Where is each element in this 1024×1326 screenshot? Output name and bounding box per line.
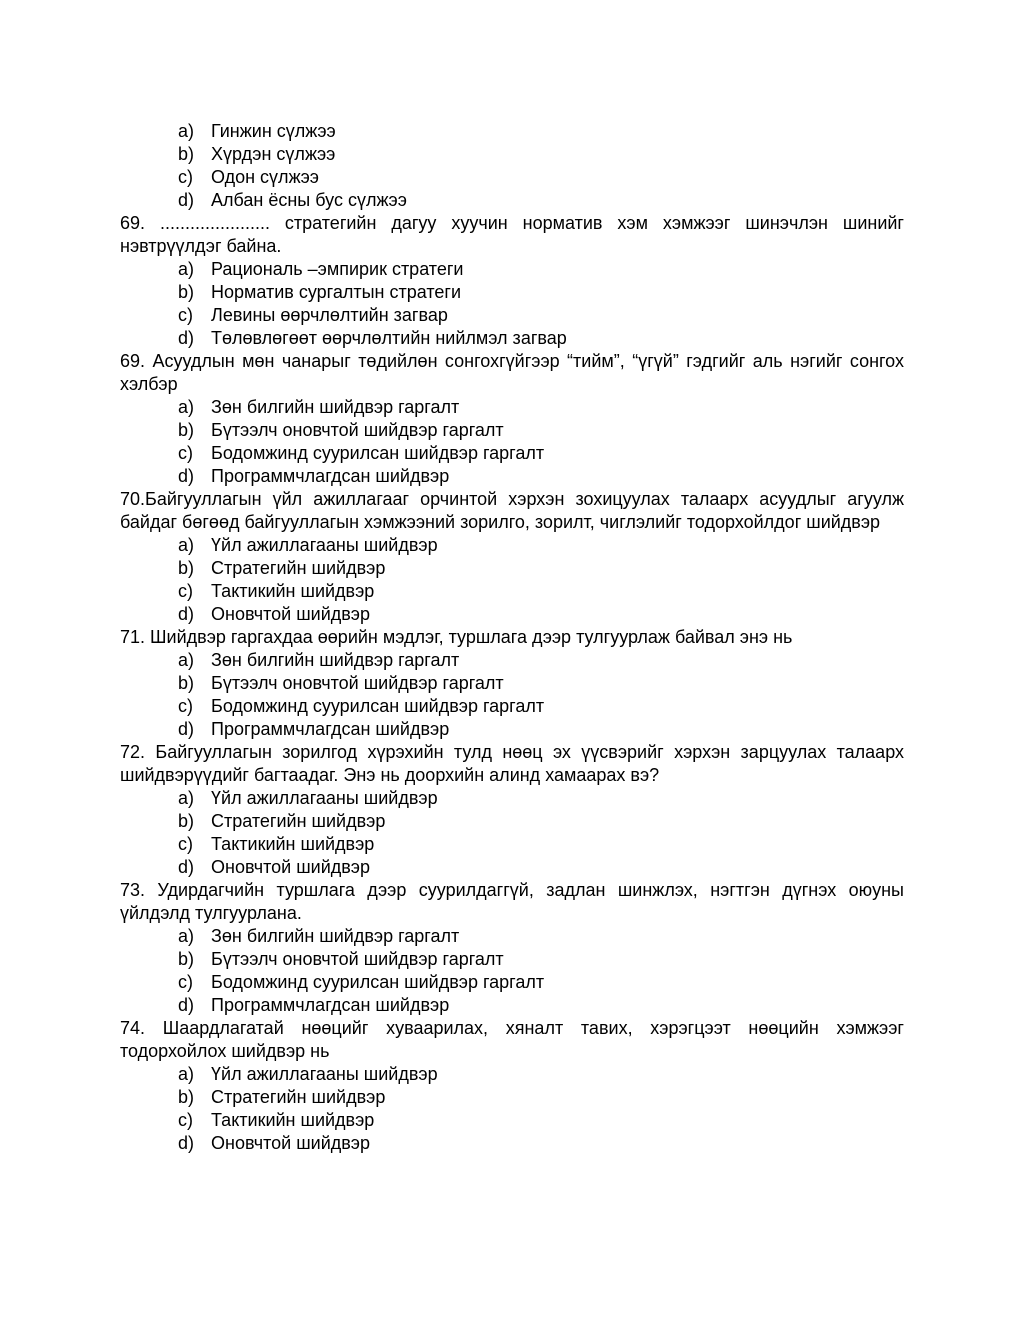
option-letter: d) xyxy=(178,857,195,877)
option-text: Оновчтой шийдвэр xyxy=(211,604,371,624)
question-block xyxy=(120,626,904,741)
answer-option xyxy=(120,580,904,603)
answer-option xyxy=(120,1132,904,1155)
option-letter: d) xyxy=(178,1133,195,1153)
answer-options xyxy=(120,258,904,350)
option-text: Зөн билгийн шийдвэр гаргалт xyxy=(211,650,460,670)
question-text: 70.Байгууллагын үйл ажиллагааг орчинтой хэрхэн зохицуулах талаарх асуудлыг агуулж байдаг бөгөөд байгууллагын хэмжээний зорилго, зорилт, чиглэлийг тодорхойлдог шийдвэр xyxy=(120,489,904,532)
answer-option xyxy=(120,971,904,994)
option-letter: a) xyxy=(178,259,195,279)
option-text: Бодомжинд суурилсан шийдвэр гаргалт xyxy=(211,443,545,463)
answer-option xyxy=(120,948,904,971)
answer-option xyxy=(120,856,904,879)
option-letter: b) xyxy=(178,144,195,164)
option-letter: a) xyxy=(178,397,195,417)
option-text: Бүтээлч оновчтой шийдвэр гаргалт xyxy=(211,949,504,969)
answer-option xyxy=(120,925,904,948)
option-text: Программчлагдсан шийдвэр xyxy=(211,466,450,486)
option-text: Стратегийн шийдвэр xyxy=(211,1087,386,1107)
option-text: Үйл ажиллагааны шийдвэр xyxy=(211,788,438,808)
option-text: Үйл ажиллагааны шийдвэр xyxy=(211,1064,438,1084)
answer-option xyxy=(120,718,904,741)
option-letter: c) xyxy=(178,834,193,854)
answer-option xyxy=(120,1086,904,1109)
option-text: Зөн билгийн шийдвэр гаргалт xyxy=(211,397,460,417)
option-text: Бүтээлч оновчтой шийдвэр гаргалт xyxy=(211,673,504,693)
option-letter: d) xyxy=(178,719,195,739)
answer-option xyxy=(120,787,904,810)
option-letter: d) xyxy=(178,604,195,624)
question-block xyxy=(120,879,904,1017)
option-letter: d) xyxy=(178,466,195,486)
option-text: Бодомжинд суурилсан шийдвэр гаргалт xyxy=(211,972,545,992)
option-text: Төлөвлөгөөт өөрчлөлтийн нийлмэл загвар xyxy=(211,328,567,348)
option-letter: a) xyxy=(178,535,195,555)
option-text: Левины өөрчлөлтийн загвар xyxy=(211,305,448,325)
answer-options xyxy=(120,534,904,626)
answer-option xyxy=(120,1109,904,1132)
option-letter: b) xyxy=(178,558,195,578)
answer-option xyxy=(120,166,904,189)
answer-option xyxy=(120,534,904,557)
option-letter: c) xyxy=(178,1110,193,1130)
option-text: Стратегийн шийдвэр xyxy=(211,811,386,831)
answer-option xyxy=(120,419,904,442)
option-text: Бодомжинд суурилсан шийдвэр гаргалт xyxy=(211,696,545,716)
answer-option xyxy=(120,442,904,465)
answer-option xyxy=(120,327,904,350)
option-letter: d) xyxy=(178,328,195,348)
answer-options xyxy=(120,787,904,879)
answer-option xyxy=(120,833,904,856)
option-letter: a) xyxy=(178,926,195,946)
question-block xyxy=(120,488,904,626)
answer-option xyxy=(120,557,904,580)
option-letter: c) xyxy=(178,167,193,187)
answer-option xyxy=(120,603,904,626)
option-letter: b) xyxy=(178,282,195,302)
answer-option xyxy=(120,120,904,143)
question-text: 69. ...................... стратегийн дагуу хуучин норматив хэм хэмжээг шинэчлэн шинийг нэвтрүүлдэг байна. xyxy=(120,213,904,256)
option-letter: b) xyxy=(178,673,195,693)
option-letter: c) xyxy=(178,581,193,601)
option-text: Программчлагдсан шийдвэр xyxy=(211,995,450,1015)
answer-option xyxy=(120,281,904,304)
question-text: 73. Удирдагчийн туршлага дээр суурилдаггүй, задлан шинжлэх, нэгтгэн дүгнэх оюуны үйлдэлд тулгуурлана. xyxy=(120,880,904,923)
option-letter: b) xyxy=(178,811,195,831)
option-text: Тактикийн шийдвэр xyxy=(211,834,375,854)
question-block xyxy=(120,1017,904,1155)
option-letter: c) xyxy=(178,443,193,463)
answer-options xyxy=(120,925,904,1017)
question-block xyxy=(120,741,904,879)
option-text: Бүтээлч оновчтой шийдвэр гаргалт xyxy=(211,420,504,440)
option-text: Оновчтой шийдвэр xyxy=(211,1133,371,1153)
answer-option xyxy=(120,994,904,1017)
option-text: Тактикийн шийдвэр xyxy=(211,581,375,601)
option-text: Норматив сургалтын стратеги xyxy=(211,282,462,302)
option-text: Рациональ –эмпирик стратеги xyxy=(211,259,464,279)
answer-option xyxy=(120,189,904,212)
option-text: Зөн билгийн шийдвэр гаргалт xyxy=(211,926,460,946)
answer-option xyxy=(120,672,904,695)
question-block xyxy=(120,120,904,212)
option-letter: a) xyxy=(178,121,195,141)
option-letter: b) xyxy=(178,1087,195,1107)
answer-option xyxy=(120,258,904,281)
option-letter: c) xyxy=(178,305,193,325)
option-text: Хүрдэн сүлжээ xyxy=(211,144,336,164)
question-text: 71. Шийдвэр гаргахдаа өөрийн мэдлэг, туршлага дээр тулгуурлаж байвал энэ нь xyxy=(120,627,793,647)
answer-option xyxy=(120,810,904,833)
option-text: Үйл ажиллагааны шийдвэр xyxy=(211,535,438,555)
option-letter: a) xyxy=(178,650,195,670)
question-text: 72. Байгууллагын зорилгод хүрэхийн тулд нөөц эх үүсвэрийг хэрхэн зарцуулах талаарх шийдвэрүүдийг багтаадаг. Энэ нь доорхийн алинд хамаарах вэ? xyxy=(120,742,904,785)
answer-option xyxy=(120,396,904,419)
option-letter: b) xyxy=(178,949,195,969)
answer-option xyxy=(120,1063,904,1086)
question-block xyxy=(120,212,904,350)
answer-option xyxy=(120,143,904,166)
answer-option xyxy=(120,649,904,672)
option-text: Стратегийн шийдвэр xyxy=(211,558,386,578)
question-text: 74. Шаардлагатай нөөцийг хуваарилах, хяналт тавих, хэрэгцээт нөөцийн хэмжээг тодорхойлох шийдвэр нь xyxy=(120,1018,904,1061)
question-block xyxy=(120,350,904,488)
answer-options xyxy=(120,649,904,741)
answer-option xyxy=(120,695,904,718)
option-letter: a) xyxy=(178,788,195,808)
option-text: Гинжин сүлжээ xyxy=(211,121,336,141)
answer-options xyxy=(120,1063,904,1155)
option-text: Албан ёсны бус сүлжээ xyxy=(211,190,407,210)
option-text: Одон сүлжээ xyxy=(211,167,319,187)
option-text: Оновчтой шийдвэр xyxy=(211,857,371,877)
answer-options xyxy=(120,120,904,212)
option-text: Тактикийн шийдвэр xyxy=(211,1110,375,1130)
question-text: 69. Асуудлын мөн чанарыг төдийлөн сонгохгүйгээр “тийм”, “үгүй” гэдгийг аль нэгийг сонгох хэлбэр xyxy=(120,351,904,394)
answer-option xyxy=(120,465,904,488)
answer-option xyxy=(120,304,904,327)
option-letter: a) xyxy=(178,1064,195,1084)
document-page xyxy=(120,120,904,1155)
option-letter: c) xyxy=(178,696,193,716)
option-letter: d) xyxy=(178,995,195,1015)
answer-options xyxy=(120,396,904,488)
option-letter: c) xyxy=(178,972,193,992)
option-letter: b) xyxy=(178,420,195,440)
option-text: Программчлагдсан шийдвэр xyxy=(211,719,450,739)
option-letter: d) xyxy=(178,190,195,210)
